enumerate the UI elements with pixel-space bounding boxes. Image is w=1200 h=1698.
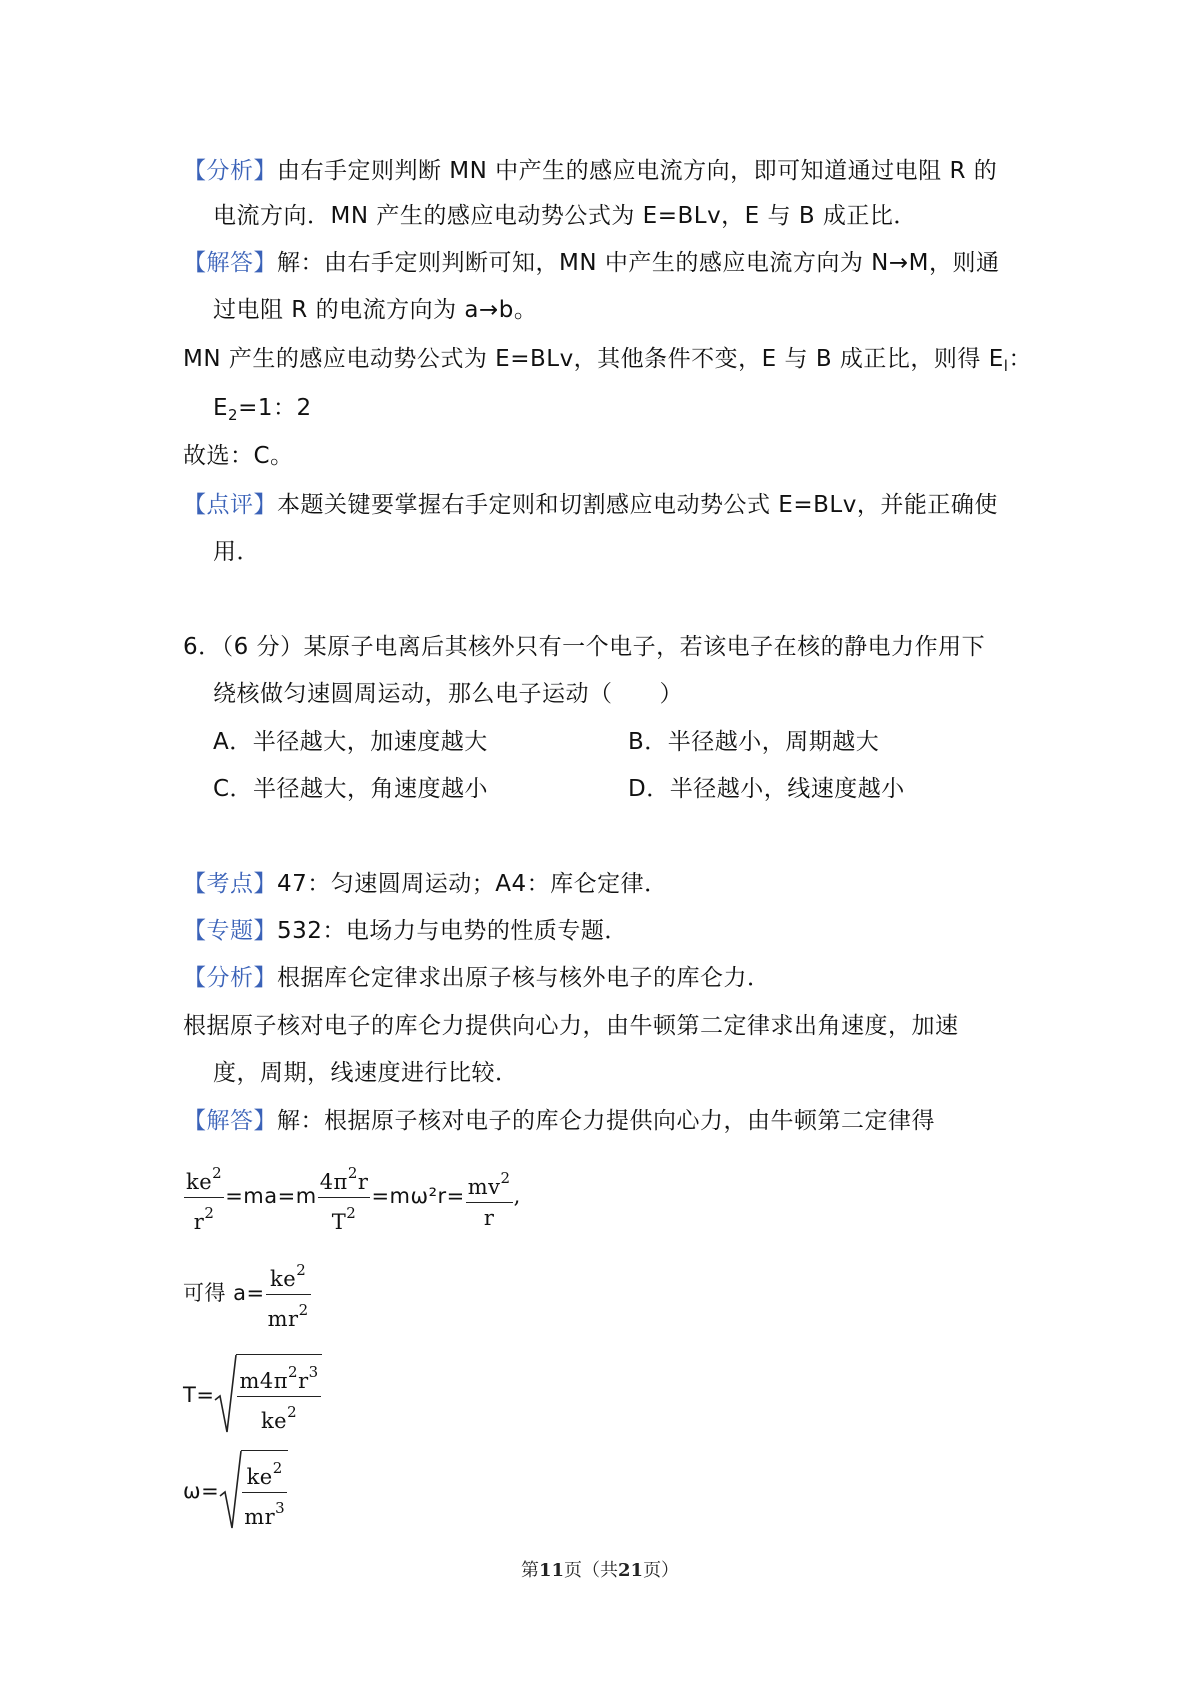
eq-sup: 2 xyxy=(272,1459,283,1477)
option-c: C．半径越大，角速度越小 xyxy=(213,776,489,802)
review-text-1: 本题关键要掌握右手定则和切割感应电动势公式 E=BLv，并能正确使 xyxy=(277,492,998,518)
answer-text-3: MN 产生的感应电动势公式为 E=BLv，其他条件不变，E 与 B 成正比，则得 E xyxy=(183,346,1004,372)
eq-t: T xyxy=(331,1210,347,1234)
review-tag: 【点评】 xyxy=(183,492,277,518)
radical-icon xyxy=(219,1450,243,1532)
fraction-ke2-mr2 xyxy=(266,1255,311,1334)
eq-m4pi: m4π xyxy=(239,1369,289,1393)
eq-momega: =mω²r= xyxy=(371,1184,465,1208)
question-stem-1: 6．（6 分）某原子电离后其核外只有一个电子，若该电子在核的静电力作用下 xyxy=(183,634,986,660)
eq-sup: 2 xyxy=(204,1204,215,1222)
footer-post: 页） xyxy=(643,1560,680,1581)
eq-a-prefix: 可得 a= xyxy=(183,1281,265,1305)
option-a: A．半径越大，加速度越大 xyxy=(213,729,488,755)
answer-ratio: =1：2 xyxy=(238,395,312,421)
eq-sup: 2 xyxy=(500,1168,511,1187)
fraction-ke2-mr3 xyxy=(242,1453,287,1532)
answer2-line-1 xyxy=(183,1106,935,1136)
answer-line-2: 过电阻 R 的电流方向为 a→b。 xyxy=(213,297,538,323)
equation-t xyxy=(183,1354,322,1436)
answer-line-1 xyxy=(183,248,1000,278)
analysis2-line-1 xyxy=(183,963,771,993)
answer-e2: E xyxy=(213,395,229,421)
footer-pre: 第 xyxy=(520,1560,539,1581)
analysis-text-1: 由右手定则判断 MN 中产生的感应电流方向，即可知道通过电阻 R 的 xyxy=(277,158,998,184)
kaodian-text: 47：匀速圆周运动；A4：库仑定律． xyxy=(277,871,668,897)
answer-line-3 xyxy=(183,344,1032,381)
eq-sup: 2 xyxy=(298,1301,309,1319)
eq-t-prefix: T= xyxy=(183,1383,215,1407)
analysis-tag: 【分析】 xyxy=(183,158,277,184)
eq-ke: ke xyxy=(260,1409,288,1433)
eq-r: r xyxy=(298,1369,309,1393)
option-d: D．半径越小，线速度越小 xyxy=(628,776,905,802)
eq-r: r xyxy=(483,1205,495,1230)
equation-a xyxy=(183,1255,312,1334)
page-total: 21 xyxy=(618,1560,644,1581)
zhuanti-line xyxy=(183,916,628,946)
answer-line-4 xyxy=(213,393,312,430)
page-number: 11 xyxy=(538,1560,564,1581)
radical-icon xyxy=(214,1354,238,1436)
zhuanti-text: 532：电场力与电势的性质专题． xyxy=(277,918,628,944)
eq-sup: 2 xyxy=(288,1363,299,1381)
eq-omega-prefix: ω= xyxy=(183,1479,220,1503)
answer-e2-sub: 2 xyxy=(228,406,239,424)
answer2-text-1: 解：根据原子核对电子的库仑力提供向心力，由牛顿第二定律得 xyxy=(277,1108,935,1134)
eq-mr: mr xyxy=(267,1307,299,1331)
analysis2-tag: 【分析】 xyxy=(183,965,277,991)
eq-r: r xyxy=(193,1210,205,1234)
answer-choice: 故选：C。 xyxy=(183,443,294,469)
equation-force xyxy=(183,1158,521,1237)
eq-ke: ke xyxy=(186,1170,213,1194)
sqrt-sign xyxy=(219,1450,288,1532)
review-line-1 xyxy=(183,490,998,520)
answer-tag: 【解答】 xyxy=(183,250,277,276)
eq-sup: 3 xyxy=(308,1363,319,1381)
eq-ma: =ma=m xyxy=(225,1184,317,1208)
fraction-ke2-r2 xyxy=(184,1158,224,1237)
eq-sup: 3 xyxy=(275,1499,286,1517)
analysis2-line-3: 度，周期，线速度进行比较． xyxy=(213,1060,519,1086)
eq-sup: 2 xyxy=(287,1403,298,1421)
answer-text-3-end: ： xyxy=(1008,346,1032,372)
fraction-mv2-r xyxy=(466,1163,513,1233)
eq-mv: mv xyxy=(467,1174,501,1199)
eq-mr: mr xyxy=(244,1505,276,1529)
question-stem-2: 绕核做匀速圆周运动，那么电子运动（ ） xyxy=(213,681,683,707)
option-b: B．半径越小，周期越大 xyxy=(628,729,880,755)
eq-r: r xyxy=(357,1170,369,1194)
analysis-line-1 xyxy=(183,156,997,186)
answer-e1-sub: l xyxy=(1003,357,1009,375)
eq-sup: 2 xyxy=(296,1261,307,1279)
eq-sup: 2 xyxy=(346,1204,357,1222)
analysis2-line-2: 根据原子核对电子的库仑力提供向心力，由牛顿第二定律求出角速度，加速 xyxy=(183,1013,959,1039)
kaodian-line xyxy=(183,869,668,899)
equation-omega xyxy=(183,1450,288,1532)
analysis-line-2: 电流方向．MN 产生的感应电动势公式为 E=BLv，E 与 B 成正比． xyxy=(213,203,917,229)
eq-sup: 2 xyxy=(212,1164,223,1182)
sqrt-sign xyxy=(214,1354,321,1436)
fraction-m4pi2r3-ke2 xyxy=(237,1357,320,1436)
eq-ke: ke xyxy=(246,1465,273,1489)
analysis2-text-1: 根据库仑定律求出原子核与核外电子的库仑力． xyxy=(277,965,771,991)
eq-sup: 2 xyxy=(347,1164,358,1182)
eq-comma: , xyxy=(513,1184,521,1208)
eq-ke: ke xyxy=(270,1267,297,1291)
answer-text-1: 解：由右手定则判断可知，MN 中产生的感应电流方向为 N→M，则通 xyxy=(277,250,1000,276)
review-line-2: 用． xyxy=(213,539,260,565)
eq-4pi: 4π xyxy=(319,1170,348,1194)
zhuanti-tag: 【专题】 xyxy=(183,918,277,944)
fraction-4pi2r-t2 xyxy=(318,1158,371,1237)
footer-mid: 页（共 xyxy=(564,1560,618,1581)
kaodian-tag: 【考点】 xyxy=(183,871,277,897)
answer2-tag: 【解答】 xyxy=(183,1108,277,1134)
page-footer xyxy=(0,1556,1200,1582)
